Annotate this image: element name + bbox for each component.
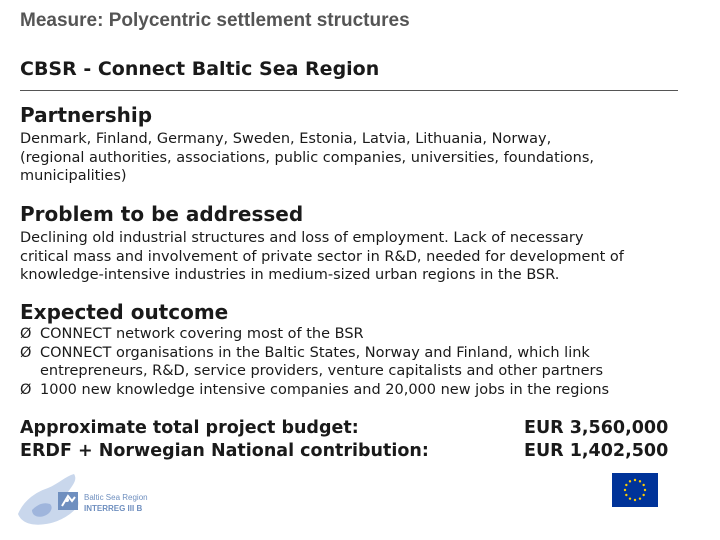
partnership-heading: Partnership [20, 103, 153, 127]
logo-line-2: INTERREG III B [84, 504, 143, 513]
page-header-title: Measure: Polycentric settlement structures [20, 10, 410, 31]
bullet-text: entrepreneurs, R&D, service providers, venture capitalists and other partners [40, 363, 604, 379]
problem-text [20, 229, 700, 285]
list-item-continuation [20, 362, 609, 381]
partnership-line: municipalities) [20, 168, 127, 184]
eu-flag-icon [612, 473, 658, 507]
problem-line: critical mass and involvement of private sector in R&D, needed for development of [20, 248, 624, 265]
list-item [20, 381, 609, 400]
outcome-heading: Expected outcome [20, 300, 229, 324]
problem-heading: Problem to be addressed [20, 202, 304, 226]
problem-line: Declining old industrial structures and loss of employment. Lack of necessary [20, 230, 584, 246]
partnership-text [20, 130, 700, 186]
eu-star-icon [634, 499, 636, 501]
eu-star-icon [642, 484, 644, 486]
partnership-line: Denmark, Finland, Germany, Sweden, Estonia, Latvia, Lithuania, Norway, [20, 131, 552, 147]
eu-star-icon [624, 489, 626, 491]
problem-line: knowledge-intensive industries in medium-sized urban regions in the BSR. [20, 267, 560, 283]
eu-star-icon [639, 480, 641, 482]
eu-star-icon [639, 497, 641, 499]
interreg-logo [14, 470, 174, 530]
divider [20, 90, 678, 91]
bullet-arrow-icon: Ø [20, 381, 32, 398]
bullet-text: CONNECT organisations in the Baltic States, Norway and Finland, which link [40, 344, 590, 361]
eu-star-icon [629, 497, 631, 499]
budget-erdf-value: EUR 1,402,500 [524, 441, 669, 461]
partnership-line: (regional authorities, associations, public companies, universities, foundations, [20, 149, 595, 166]
budget-erdf-label: ERDF + Norwegian National contribution: [20, 441, 429, 461]
budget-total-label: Approximate total project budget: [20, 418, 359, 438]
eu-star-icon [644, 489, 646, 491]
list-item [20, 325, 609, 344]
bullet-text: CONNECT network covering most of the BSR [40, 326, 364, 342]
bullet-arrow-icon: Ø [20, 326, 32, 342]
eu-star-icon [642, 494, 644, 496]
eu-star-icon [629, 480, 631, 482]
bullet-text: 1000 new knowledge intensive companies and 20,000 new jobs in the regions [40, 381, 610, 398]
budget-total-value: EUR 3,560,000 [524, 418, 669, 438]
project-title: CBSR - Connect Baltic Sea Region [20, 58, 380, 80]
bullet-arrow-icon: Ø [20, 344, 32, 361]
eu-star-icon [625, 484, 627, 486]
logo-line-1: Baltic Sea Region [84, 493, 148, 502]
list-item [20, 344, 609, 363]
outcome-list [20, 325, 609, 399]
eu-star-icon [634, 479, 636, 481]
eu-star-icon [625, 494, 627, 496]
